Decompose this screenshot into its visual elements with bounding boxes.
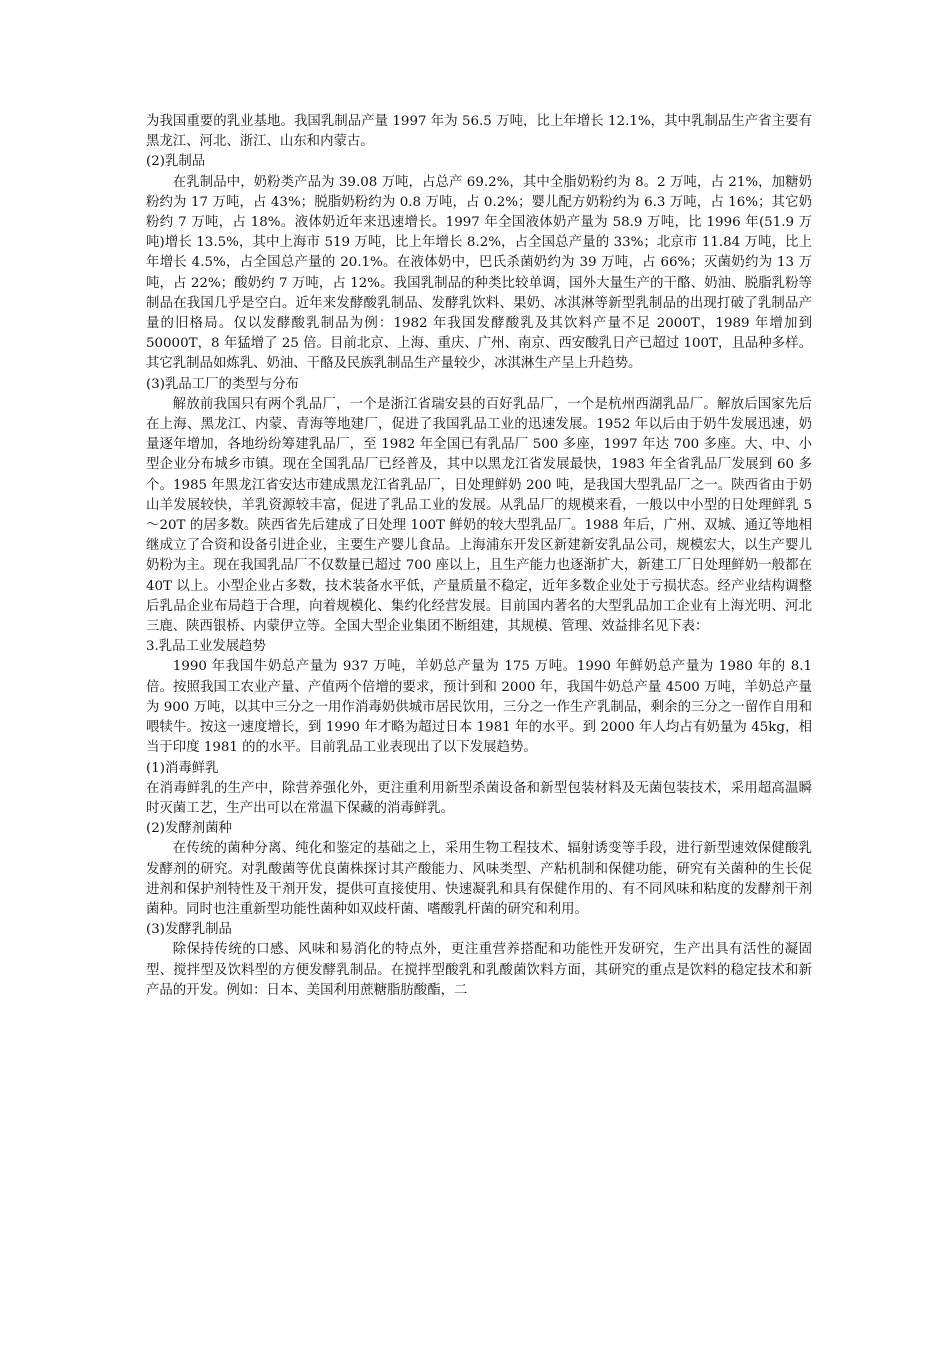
heading-starter-cultures: (2)发酵剂菌种: [146, 821, 232, 837]
paragraph-fermented-products: 除保持传统的口感、风味和易消化的特点外，更注重营养搭配和功能性开发研究，生产出具有活性的凝固型、搅拌型及饮料型的方便发酵乳制品。在搅拌型酸乳和乳酸菌饮料方面，其研究的重点是饮料的稳定技术和新产品的开发。例如：日本、美国利用蔗糖脂肪酸酯，二: [146, 942, 812, 998]
heading-dairy-products: (2)乳制品: [146, 154, 206, 170]
paragraph-starter-cultures: 在传统的菌种分离、纯化和鉴定的基础之上，采用生物工程技术、辐射诱变等手段，进行新型速效保健酸乳发酵剂的研究。对乳酸菌等优良菌株探讨其产酸能力、风味类型、产粘机制和保健功能，研究有关菌种的生长促进剂和保护剂特性及干剂开发，提供可直接使用、快速凝乳和具有保健作用的、有不同风味和粘度的发酵剂干剂菌种。同时也注重新型功能性菌种如双歧杆菌、嗜酸乳杆菌的研究和利用。: [146, 841, 812, 917]
heading-fermented-products: (3)发酵乳制品: [146, 922, 232, 938]
paragraph-intro: 为我国重要的乳业基地。我国乳制品产量 1997 年为 56.5 万吨，比上年增长 12.1%，其中乳制品生产省主要有黑龙江、河北、浙江、山东和内蒙古。: [146, 114, 812, 150]
paragraph-factory-types: 解放前我国只有两个乳品厂，一个是浙江省瑞安县的百好乳品厂，一个是杭州西湖乳品厂。解放后国家先后在上海、黑龙江、内蒙、青海等地建厂，促进了我国乳品工业的迅速发展。1952 年以后由于奶牛发展迅速，奶量逐年增加，各地纷纷筹建乳品厂，至 1982 年全国已有乳品厂 500 多座，1997 年达 700 多座。大、中、小型企业分布城乡市镇。现在全国乳品厂已经普及，其中以黑龙江省发展最快，1983 年全省乳品厂发展到 60 多个。1985 年黑龙江省安达市建成黑龙江省乳品厂，日处理鲜奶 200 吨，是我国大型乳品厂之一。陕西省由于奶山羊发展较快，羊乳资源较丰富，促进了乳品工业的发展。从乳品厂的规模来看，一般以中小型的日处理鲜乳 5～20T 的居多数。陕西省先后建成了日处理 100T 鲜奶的较大型乳品厂。1988 年后，广州、双城、通辽等地相继成立了合资和设备引进企业，主要生产婴儿食品。上海浦东开发区新建新安乳品公司，规模宏大，以生产婴儿奶粉为主。现在我国乳品厂不仅数量已超过 700 座以上，且生产能力也逐渐扩大，新建工厂日处理鲜奶一般都在 40T 以上。小型企业占多数，技术装备水平低，产量质量不稳定，近年多数企业处于亏损状态。经产业结构调整后乳品企业布局趋于合理，向着规模化、集约化经营发展。目前国内著名的大型乳品加工企业有上海光明、河北三鹿、陕西银桥、内蒙伊立等。全国大型企业集团不断组建，其规模、管理、效益排名见下表：: [146, 396, 812, 635]
paragraph-sterilized-milk: 在消毒鲜乳的生产中，除营养强化外，更注重利用新型杀菌设备和新型包装材料及无菌包装技术，采用超高温瞬时灭菌工艺，生产出可以在常温下保藏的消毒鲜乳。: [146, 780, 812, 816]
paragraph-industry-trends: 1990 年我国牛奶总产量为 937 万吨，羊奶总产量为 175 万吨。1990 年鲜奶总产量为 1980 年的 8.1 倍。按照我国工农业产量、产值两个倍增的要求，预计到和 2000 年，我国牛奶总产量 4500 万吨，羊奶总产量为 900 万吨，以其中三分之一用作消毒奶供城市居民饮用，三分之一作生产乳制品，剩余的三分之一留作自用和喂犊牛。按这一速度增长，到 1990 年才略为超过日本 1981 年的水平。到 2000 年人均占有奶量为 45kg，相当于印度 1981 的的水平。目前乳品工业表现出了以下发展趋势。: [146, 659, 812, 756]
heading-factory-types: (3)乳品工厂的类型与分布: [146, 376, 299, 392]
heading-industry-trends: 3.乳品工业发展趋势: [146, 639, 266, 655]
heading-sterilized-milk: (1)消毒鲜乳: [146, 760, 219, 776]
document-page: [146, 112, 812, 1001]
paragraph-dairy-products: 在乳制品中，奶粉类产品为 39.08 万吨，占总产 69.2%，其中全脂奶粉约为 8。2 万吨，占 21%，加糖奶粉约为 17 万吨，占 43%；脱脂奶粉约为 0.8 万吨，占 0.2%；婴儿配方奶粉约为 6.3 万吨，占 16%；其它奶粉约 7 万吨，占 18%。液体奶近年来迅速增长。1997 年全国液体奶产量为 58.9 万吨，比 1996 年(51.9 万吨)增长 13.5%，其中上海市 519 万吨，比上年增长 8.2%，占全国总产量的 33%；北京市 11.84 万吨，比上年增长 4.5%，占全国总产量的 20.1%。在液体奶中，巴氏杀菌奶约为 39 万吨，占 66%；灭菌奶约为 13 万吨，占 22%；酸奶约 7 万吨，占 12%。我国乳制品的种类比较单调，国外大量生产的干酪、奶油、脱脂乳粉等制品在我国几乎是空白。近年来发酵酸乳制品、发酵乳饮料、果奶、冰淇淋等新型乳制品的出现打破了乳制品产量的旧格局。仅以发酵酸乳制品为例：1982 年我国发酵酸乳及其饮料产量不足 2000T，1989 年增加到 50000T，8 年猛增了 25 倍。目前北京、上海、重庆、广州、南京、西安酸乳日产已超过 100T，且品种多样。其它乳制品如炼乳、奶油、干酪及民族乳制品生产量较少，冰淇淋生产呈上升趋势。: [146, 174, 812, 372]
